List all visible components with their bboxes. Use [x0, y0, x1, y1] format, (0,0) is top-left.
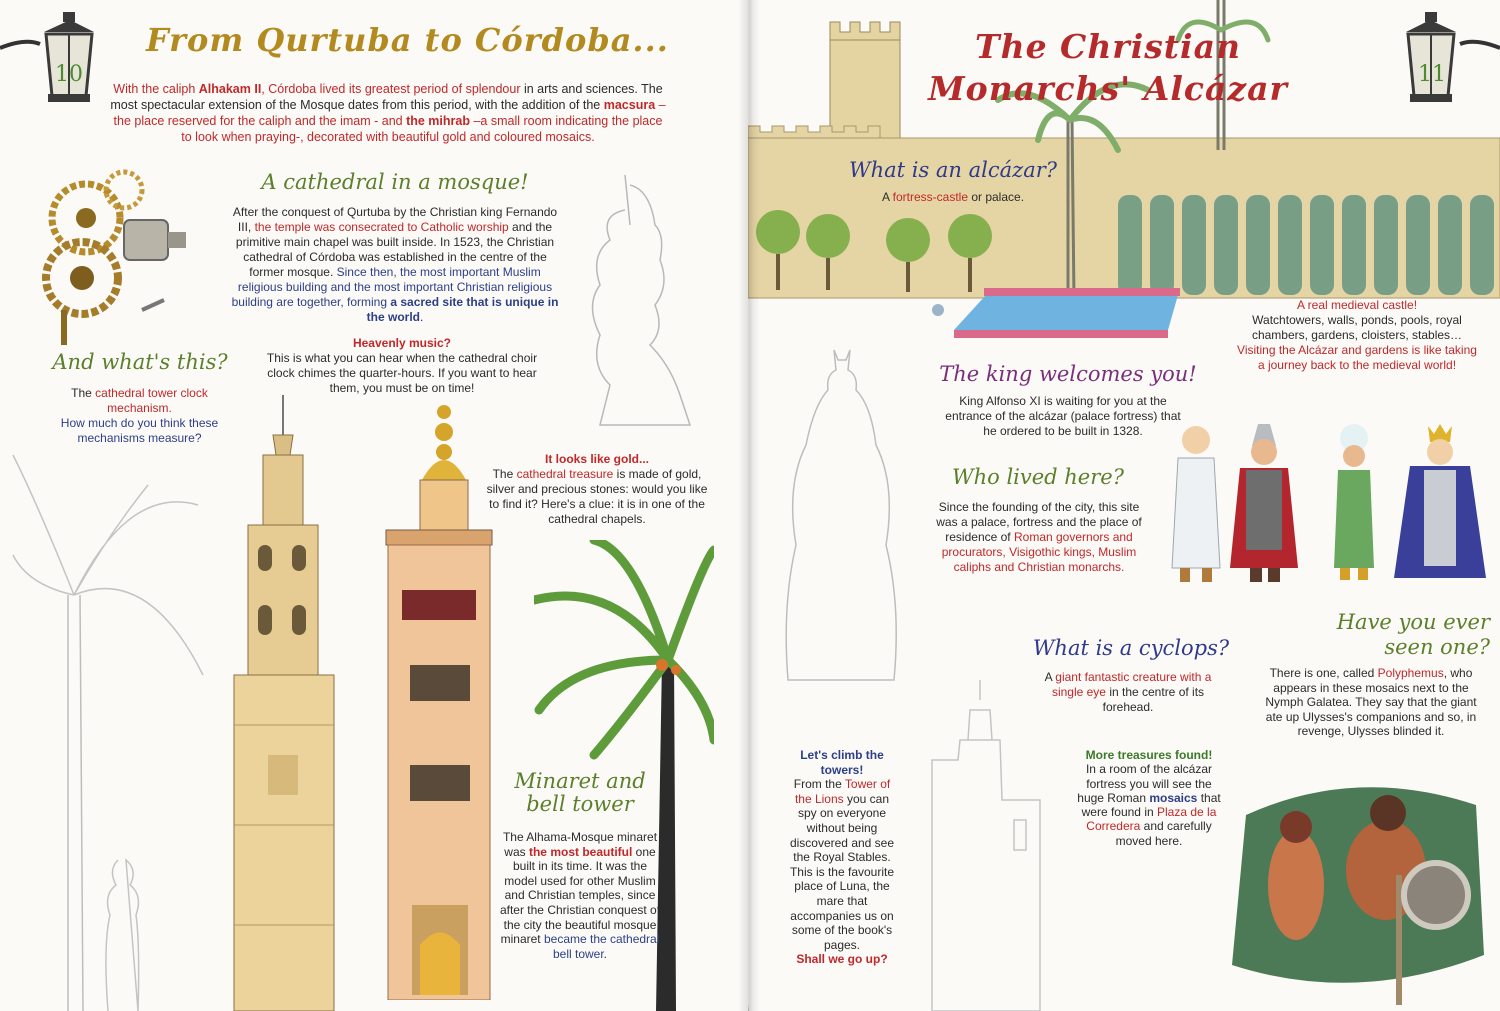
lived-heading: Who lived here? [952, 465, 1124, 489]
climb-text-part: From the [793, 777, 845, 792]
whats-this-text [52, 386, 227, 446]
characters-illustration [1166, 418, 1496, 590]
whats-this-part: How much do you think these mechanisms measure? [60, 416, 219, 445]
seen-heading-line: seen one? [1384, 635, 1490, 659]
king-text: King Alfonso XI is waiting for you at the entrance of the alcázar (palace fortress) that he ordered to be built in 1328. [945, 394, 1181, 438]
clock-mechanism-illustration [24, 160, 194, 350]
cathedral-text-part: the temple was consecrated to Catholic worship [254, 220, 509, 234]
seen-heading-line: Have you ever [1336, 610, 1490, 634]
treasures-text-part: and carefully moved here. [1115, 819, 1212, 848]
alcazar-text-part: A [881, 190, 893, 204]
heavenly-music-text: This is what you can hear when the cathedral choir clock chimes the quarter-hours. If you want to hear them, you must be on time! [266, 351, 538, 395]
visigoth-figure [1230, 424, 1298, 582]
minaret-heading-line: bell tower [526, 792, 634, 816]
treasures-text-part: In a room of the alcázar fortress you will see the huge Roman [1077, 762, 1213, 805]
heavenly-music-box [262, 336, 542, 396]
alcazar-text [838, 190, 1068, 205]
page-title [928, 26, 1288, 110]
cathedral-text-part: After the conquest of Qurtuba by the Christian king Fernando III, [232, 205, 558, 234]
lantern-icon [1390, 8, 1500, 108]
cathedral-text-part: and the primitive main chapel was built inside. In 1523, the Christian cathedral of Córdoba was established in the centre of the former mosque. [235, 220, 555, 279]
mosaic-illustration [1226, 775, 1486, 1005]
intro-paragraph [108, 81, 668, 145]
minaret-text-part: The Alhama-Mosque minaret was [502, 830, 658, 859]
alcazar-text-part: fortress-castle [892, 190, 968, 204]
seen-text-part: There is one, called [1269, 666, 1378, 680]
climb-box [784, 748, 900, 967]
alcazar-heading: What is an alcázar? [848, 158, 1058, 182]
intro-text: –a small room indicating the place to look when praying-, decorated with beautiful gold and coloured mosaics. [181, 114, 663, 144]
cyclops-text-part: in the centre of its forehead. [1102, 685, 1205, 714]
medieval-text: Watchtowers, walls, ponds, pools, royal chambers, gardens, cloisters, stables… [1251, 313, 1463, 342]
treasures-box [1076, 748, 1222, 848]
roman-figure [1172, 426, 1220, 582]
cyclops-text-part: A [1044, 670, 1056, 684]
minaret-text-part: . [603, 946, 608, 961]
horse-illustration [748, 900, 758, 1011]
climb-title: Let's climb the towers! [800, 748, 884, 777]
treasures-text-part: Plaza de la Corredera [1086, 805, 1217, 834]
treasures-text-part: mosaics [1149, 790, 1198, 805]
minaret-text-part: one built in its time. It was the model used for other Muslim and Christian temples, since after the Christian conquest of the city the beautiful mosque minaret [499, 844, 661, 947]
bell-tower-illustration [228, 395, 378, 1011]
page-title-line: Monarchs' Alcázar [928, 69, 1288, 108]
gold-title: It looks like gold... [544, 452, 649, 466]
intro-text: –the place reserved for the caliph and the imam - and [113, 98, 666, 128]
cyclops-text-part: giant fantastic creature with a single eye [1051, 670, 1212, 699]
seen-text [1262, 666, 1480, 739]
seen-heading [1300, 610, 1490, 660]
macsura-highlight: macsura [603, 98, 656, 112]
minaret-illustration [384, 400, 494, 1000]
minaret-text-part: the most beautiful [528, 844, 633, 859]
intro-text: With the caliph [113, 82, 199, 96]
intro-text: in arts and sciences. The most spectacular extension of the Mosque dates from this period, with the addition of the [110, 82, 663, 112]
climb-text-part: Tower of the Lions [794, 777, 891, 806]
medieval-text-highlight: Visiting the Alcázar and gardens is like taking a journey back to the medieval world! [1237, 343, 1477, 372]
whats-this-heading: And what's this? [52, 350, 228, 374]
page-number: 11 [1418, 62, 1446, 87]
minaret-heading-line: Minaret and [514, 769, 646, 793]
right-page [748, 0, 1500, 1011]
cyclops-heading: What is a cyclops? [1032, 636, 1230, 660]
whats-this-part: cathedral tower clock mechanism. [95, 386, 208, 415]
lived-text-part: Since the founding of the city, this site was a palace, fortress and the place of residence of [936, 500, 1142, 544]
seen-text-part: Polyphemus [1377, 666, 1444, 680]
medieval-castle-box [1234, 298, 1480, 373]
tower-outline-illustration [930, 680, 1070, 1011]
page-title: From Qurtuba to Córdoba... [146, 21, 669, 59]
gold-box [486, 452, 708, 527]
alhakam-highlight: Alhakam II [198, 82, 262, 96]
gold-text-part: The [492, 467, 517, 481]
left-page [0, 0, 748, 1011]
page-title-line: The Christian [975, 27, 1241, 66]
page-number: 10 [55, 62, 83, 87]
lantern-icon [0, 8, 110, 108]
medieval-title: A real medieval castle! [1296, 298, 1418, 312]
climb-text-part: you can spy on everyone without being discovered and see the Royal Stables. This is the favourite place of Luna, the mare that accompanies us on some of the book's pages. [789, 791, 895, 952]
seen-text-part: , who appears in these mosaics next to the Nymph Galatea. They say that the giant ate up Ulysses's companions and so, in revenge, Ulysses blinded it. [1265, 666, 1477, 739]
heavenly-music-title: Heavenly music? [352, 336, 452, 350]
gold-text-part: cathedral treasure [516, 467, 614, 481]
climb-cta: Shall we go up? [796, 952, 888, 967]
minaret-text-part: became the cathedral bell tower [543, 932, 660, 961]
lived-text [934, 500, 1144, 575]
cathedral-text-part: Since then, the most important Muslim religious building and the most important Christian religious building are together, forming [231, 265, 553, 309]
king-heading: The king welcomes you! [939, 362, 1197, 386]
whats-this-part: The [71, 386, 96, 400]
intro-text: , Córdoba lived its greatest period of splendour [261, 82, 521, 96]
caliph-figure [1334, 424, 1374, 580]
minaret-heading [505, 770, 655, 816]
cathedral-heading: A cathedral in a mosque! [261, 170, 529, 194]
cathedral-text-part: a sacred site that is unique in the world [366, 295, 559, 324]
palm-outline-illustration [8, 445, 208, 1011]
treasures-title: More treasures found! [1085, 748, 1213, 762]
king-outline-illustration [776, 345, 906, 685]
cathedral-text [230, 205, 560, 325]
statue-outline-illustration [570, 165, 710, 430]
king-figure [1394, 424, 1486, 578]
gold-text-part: is made of gold, silver and precious stones: would you like to find it? Here's a clue: it is in one of the cathedral chapels. [486, 467, 708, 526]
lived-text-part: Roman governors and procurators, Visigothic kings, Muslim caliphs and Christian monarchs. [941, 530, 1137, 574]
alcazar-text-part: or palace. [968, 190, 1025, 204]
cathedral-text-part: . [420, 310, 424, 324]
minaret-text [496, 830, 664, 961]
treasures-text-part: that were found in [1081, 790, 1221, 820]
mihrab-highlight: the mihrab [406, 114, 470, 128]
